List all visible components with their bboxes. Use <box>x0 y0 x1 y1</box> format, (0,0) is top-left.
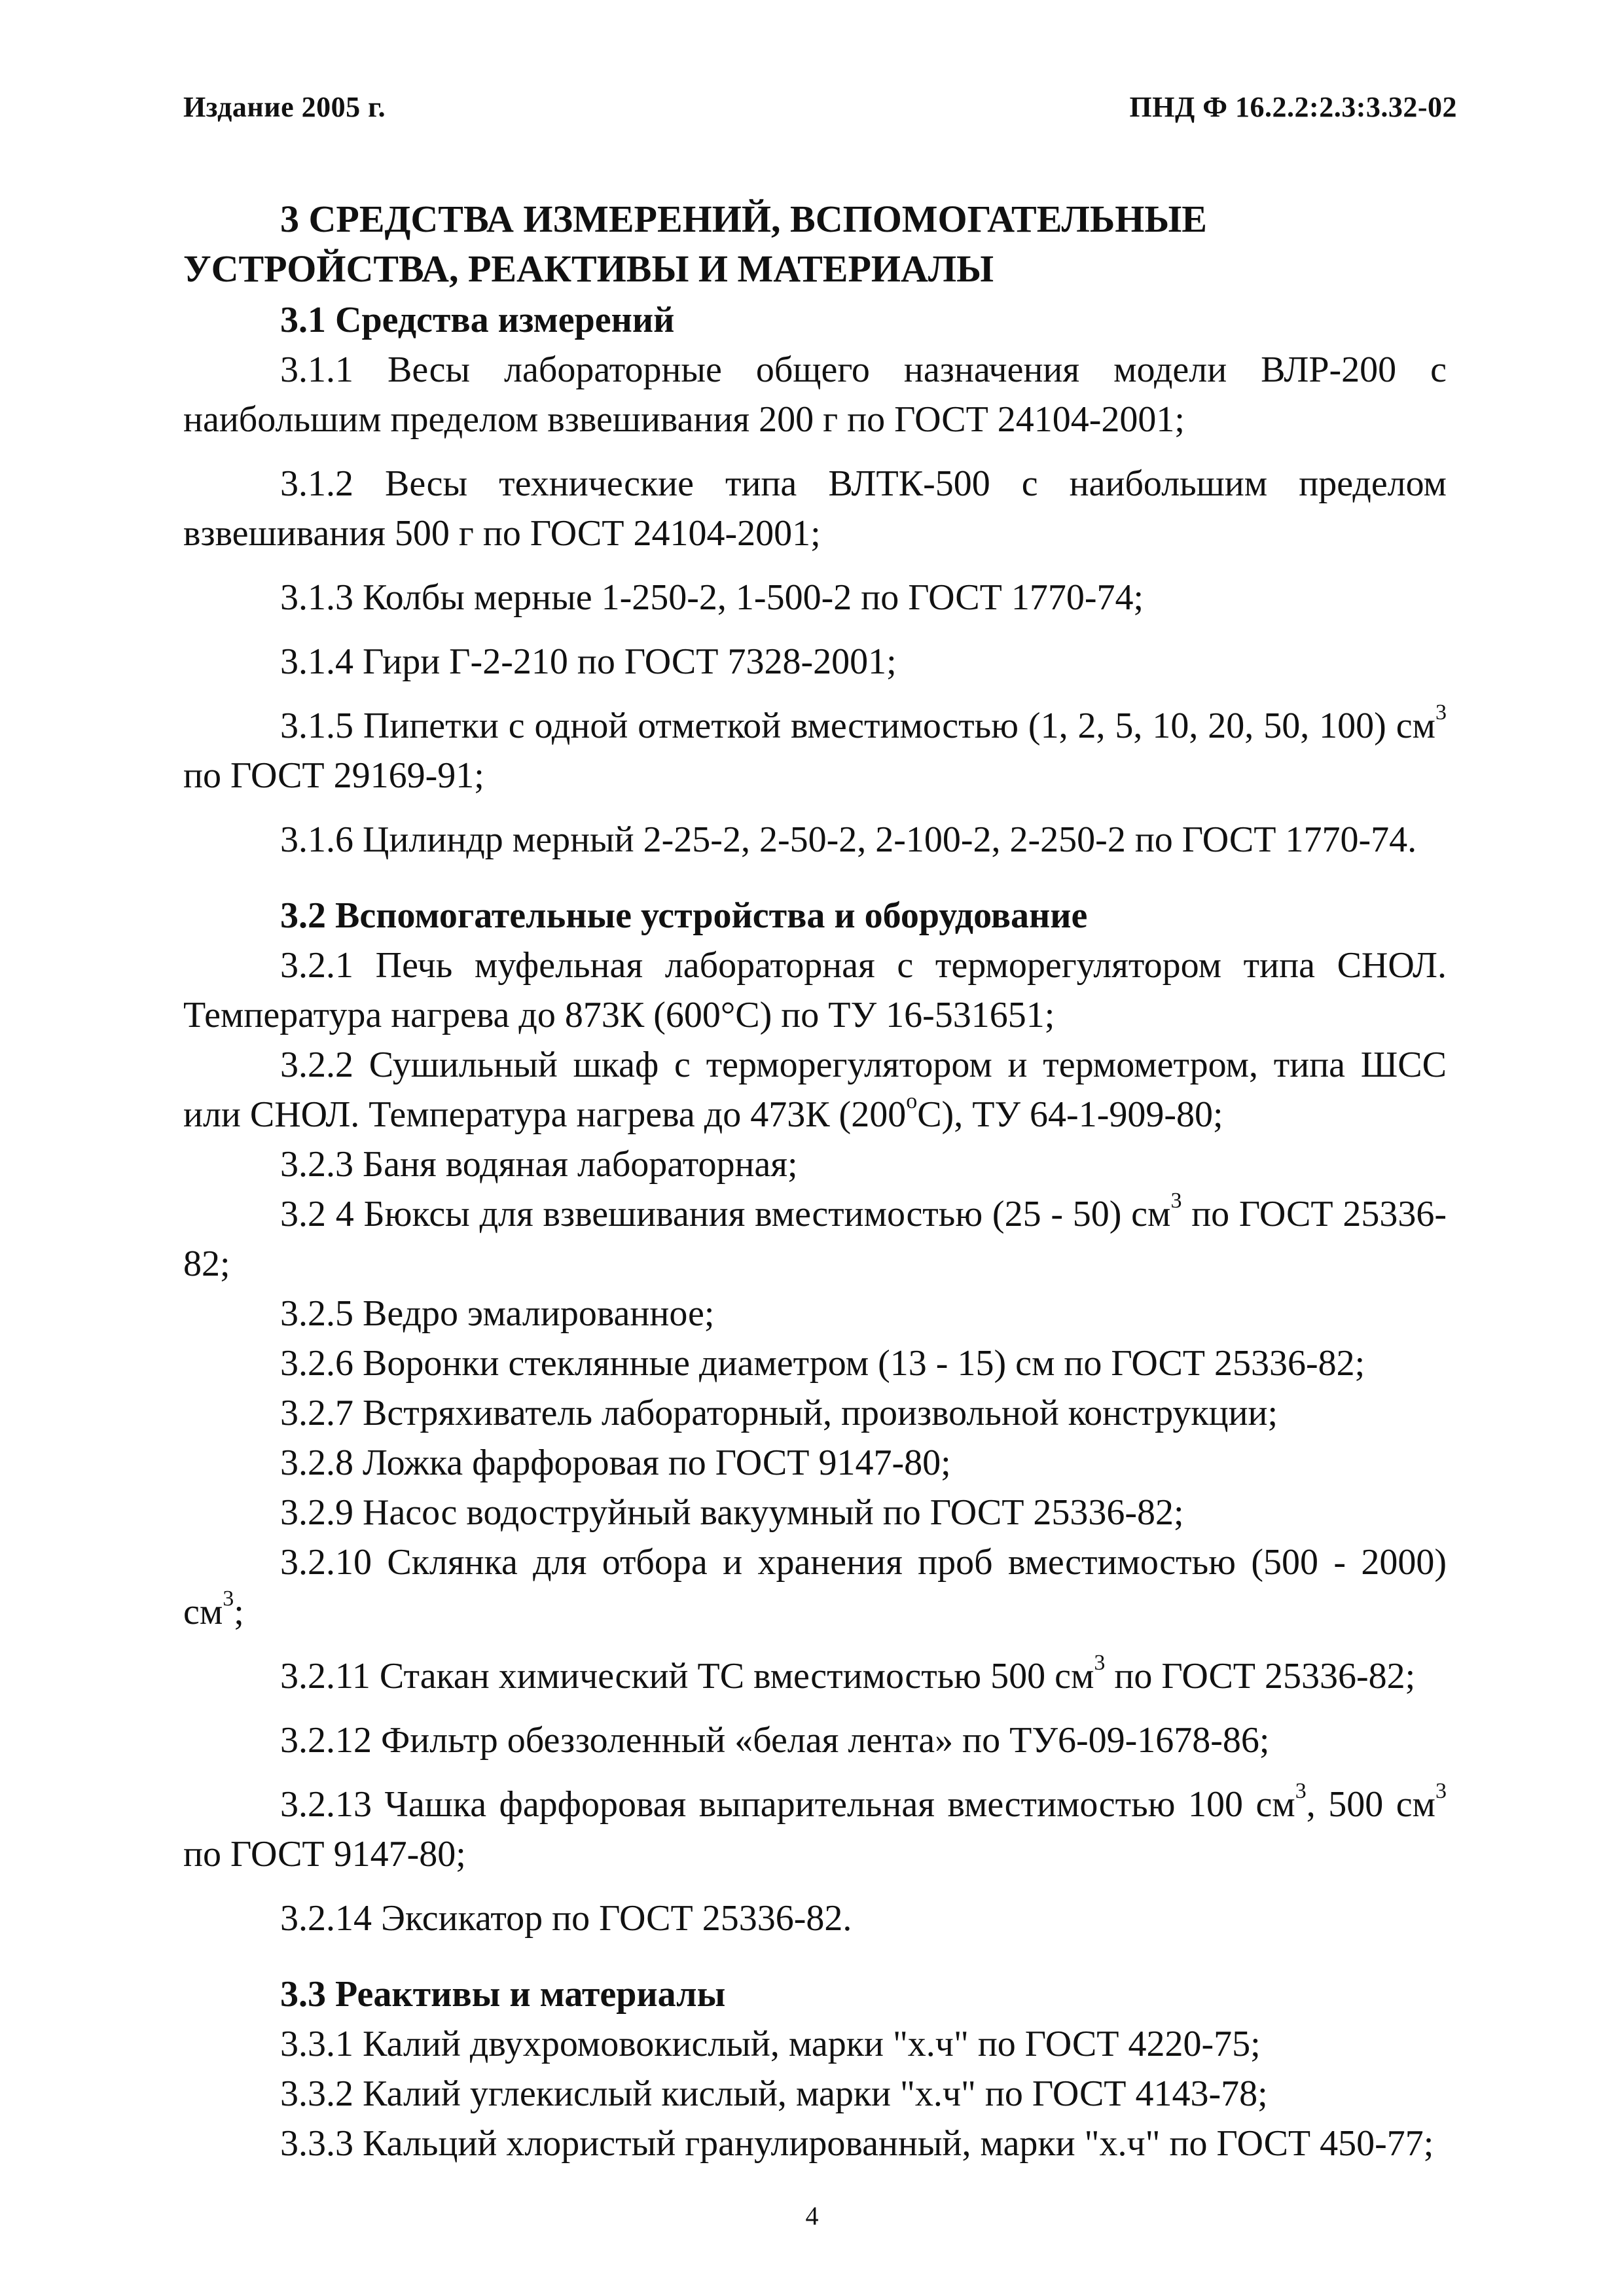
item-3-2-2: 3.2.2 Сушильный шкаф с терморегулятором и термометром, типа ШСС или СНОЛ. Температура нагрева до 473К $(200^оС)$, ТУ 64-1-909-80; <box>183 1045 1447 1135</box>
item-3-2-8: 3.2.8 Ложка фарфоровая по ГОСТ 9147-80; <box>280 1443 951 1483</box>
item-3-3-3: 3.3.3 Кальций хлористый гранулированный, марки "х.ч" по ГОСТ 450-77; <box>280 2123 1434 2164</box>
item-3-2-13: 3.2.13 Чашка фарфоровая выпарительная вместимостью 100 $см^3$, 500 $см^3$ по ГОСТ 9147-80; <box>183 1779 1447 1874</box>
item-3-1-6: 3.1.6 Цилиндр мерный 2-25-2, 2-50-2, 2-100-2, 2-250-2 по ГОСТ 1770-74. <box>280 819 1417 860</box>
item-3-2-14: 3.2.14 Эксикатор по ГОСТ 25336-82. <box>280 1898 852 1939</box>
item-3-1-1: 3.1.1 Весы лабораторные общего назначения модели ВЛР-200 с наибольшим пределом взвешивания 200 г по ГОСТ 24104-2001; <box>183 350 1447 440</box>
item-3-1-5: 3.1.5 Пипетки с одной отметкой вместимостью (1, 2, 5, 10, 20, 50, 100) $см^3$ по ГОСТ 29169-91; <box>183 700 1447 796</box>
item-3-2-12: 3.2.12 Фильтр обеззоленный «белая лента» по ТУ6-09-1678-86; <box>280 1720 1270 1761</box>
item-3-2-9: 3.2.9 Насос водоструйный вакуумный по ГОСТ 25336-82; <box>280 1492 1184 1533</box>
item-3-2-6: 3.2.6 Воронки стеклянные диаметром (13 - 15) см по ГОСТ 25336-82; <box>280 1343 1365 1384</box>
item-3-2-11: 3.2.11 Стакан химический ТС вместимостью 500 $см^3$ по ГОСТ 25336-82; <box>280 1651 1416 1696</box>
edition-label: Издание 2005 г. <box>183 91 386 123</box>
item-3-2-1: 3.2.1 Печь муфельная лабораторная с терморегулятором типа СНОЛ. Температура нагрева до 873К (600°С) по ТУ 16-531651; <box>183 945 1447 1035</box>
item-3-3-2: 3.3.2 Калий углекислый кислый, марки "х.ч" по ГОСТ 4143-78; <box>280 2073 1268 2114</box>
item-3-1-4: 3.1.4 Гири Г-2-210 по ГОСТ 7328-2001; <box>280 641 897 682</box>
page-number: 4 <box>805 2201 819 2231</box>
subsection-heading-3-3: 3.3 Реактивы и материалы <box>280 1974 726 2015</box>
item-3-1-2: 3.1.2 Весы технические типа ВЛТК-500 с наибольшим пределом взвешивания 500 г по ГОСТ 24104-2001; <box>183 463 1447 554</box>
item-3-2-7: 3.2.7 Встряхиватель лабораторный, произвольной конструкции; <box>280 1393 1278 1433</box>
subsection-heading-3-2: 3.2 Вспомогательные устройства и оборудование <box>280 895 1088 936</box>
page-content <box>183 193 1447 2168</box>
item-3-2-5: 3.2.5 Ведро эмалированное; <box>280 1293 715 1334</box>
item-3-2-10: 3.2.10 Склянка для отбора и хранения проб вместимостью (500 - 2000) $см^3$; <box>183 1542 1447 1632</box>
section-title-line-1: 3 СРЕДСТВА ИЗМЕРЕНИЙ, ВСПОМОГАТЕЛЬНЫЕ <box>280 198 1207 240</box>
item-3-2-4: 3.2 4 Бюксы для взвешивания вместимостью (25 - 50) $см^3$ по ГОСТ 25336-82; <box>183 1189 1447 1284</box>
subsection-heading-3-1: 3.1 Средства измерений <box>280 300 675 340</box>
item-3-3-1: 3.3.1 Калий двухромовокислый, марки "х.ч" по ГОСТ 4220-75; <box>280 2024 1261 2064</box>
item-3-1-3: 3.1.3 Колбы мерные 1-250-2, 1-500-2 по ГОСТ 1770-74; <box>280 577 1144 618</box>
document-code: ПНД Ф 16.2.2:2.3:3.32-02 <box>1129 91 1457 123</box>
section-title-line-2: УСТРОЙСТВА, РЕАКТИВЫ И МАТЕРИАЛЫ <box>183 247 994 290</box>
item-3-2-3: 3.2.3 Баня водяная лабораторная; <box>280 1144 798 1185</box>
